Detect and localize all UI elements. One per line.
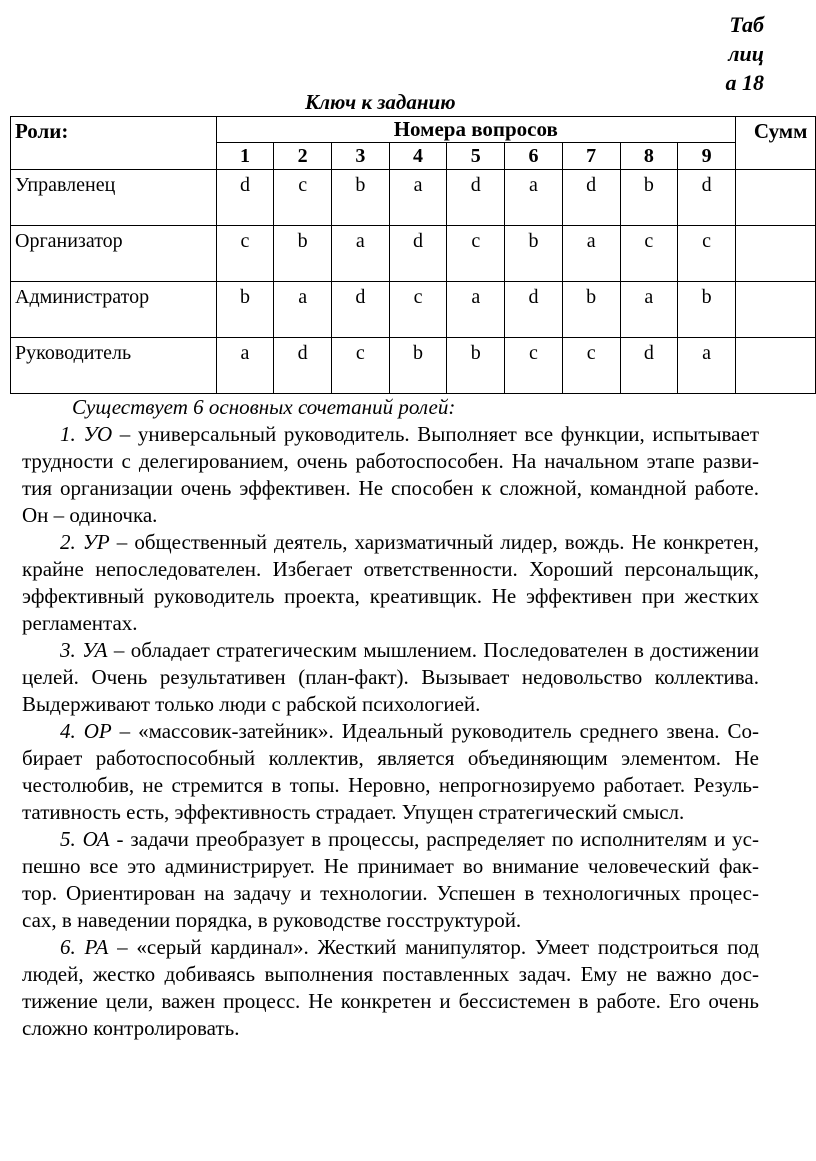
answer-cell: d — [389, 226, 447, 282]
answer-cell: c — [389, 282, 447, 338]
table-label-line: Таб — [729, 12, 764, 37]
answer-cell: b — [332, 170, 390, 226]
questions-header: Номера вопросов — [216, 117, 735, 143]
list-item — [22, 421, 759, 529]
answer-cell: b — [678, 282, 736, 338]
question-number: 6 — [505, 143, 563, 170]
sum-cell — [735, 282, 815, 338]
answer-cell: a — [620, 282, 678, 338]
item-label: 5. ОА — [60, 827, 110, 851]
item-text: – общественный деятель, харизматичный лидер, вождь. Не конкретен, крайне непоследователен. Избегает ответственности. Хороший персональщик, эффективный руководитель проекта, креативщик. Не эффективен при жестких регламентах. — [22, 530, 759, 635]
role-name: Управленец — [11, 170, 217, 226]
question-number: 8 — [620, 143, 678, 170]
role-name: Организатор — [11, 226, 217, 282]
list-item — [22, 637, 759, 718]
table-row — [11, 282, 816, 338]
roles-header: Роли: — [11, 117, 217, 170]
answer-cell: c — [505, 338, 563, 394]
question-number: 3 — [332, 143, 390, 170]
list-item — [22, 529, 759, 637]
answer-cell: c — [332, 338, 390, 394]
answer-key-table — [10, 116, 816, 394]
answer-cell: a — [389, 170, 447, 226]
item-text: – обладает стратегическим мышлением. Последователен в достижении целей. Очень результативен (план-факт). Вызывает недовольство коллектива. Выдерживают только люди с рабской психологией. — [22, 638, 759, 716]
table-label — [704, 10, 764, 97]
answer-cell: d — [620, 338, 678, 394]
item-label: 2. УР — [60, 530, 110, 554]
answer-cell: d — [505, 282, 563, 338]
answer-cell: c — [678, 226, 736, 282]
key-title: Ключ к заданию — [305, 90, 456, 114]
answer-cell: b — [274, 226, 332, 282]
item-text: – универсальный руководитель. Выполняет все функции, испытывает трудности с делегированием, очень работоспособен. На начальном этапе разви- тия организации очень эффективен. Не способен к сложной, командной работе. Он – одиночка. — [22, 422, 760, 527]
item-label: 1. УО — [60, 422, 113, 446]
question-number: 9 — [678, 143, 736, 170]
answer-cell: b — [216, 282, 274, 338]
answer-cell: c — [620, 226, 678, 282]
table-header-row — [11, 117, 816, 143]
answer-cell: d — [447, 170, 505, 226]
answer-cell: a — [505, 170, 563, 226]
answer-cell: a — [678, 338, 736, 394]
answer-cell: a — [332, 226, 390, 282]
list-item — [22, 718, 759, 826]
answer-cell: d — [562, 170, 620, 226]
table-row — [11, 226, 816, 282]
question-number: 7 — [562, 143, 620, 170]
sum-cell — [735, 170, 815, 226]
table-row — [11, 170, 816, 226]
table-row — [11, 338, 816, 394]
question-number: 4 — [389, 143, 447, 170]
answer-cell: b — [505, 226, 563, 282]
sum-cell — [735, 338, 815, 394]
role-name: Руководитель — [11, 338, 217, 394]
table-label-line: а 18 — [725, 70, 764, 95]
intro-text: Существует 6 основных сочетаний ролей: — [72, 395, 456, 419]
answer-cell: a — [447, 282, 505, 338]
role-name: Администратор — [11, 282, 217, 338]
question-number: 2 — [274, 143, 332, 170]
answer-cell: c — [274, 170, 332, 226]
answer-cell: a — [216, 338, 274, 394]
answer-cell: b — [389, 338, 447, 394]
question-number: 5 — [447, 143, 505, 170]
list-item — [22, 826, 759, 934]
answer-cell: c — [562, 338, 620, 394]
answer-cell: b — [620, 170, 678, 226]
item-label: 3. УА — [60, 638, 108, 662]
item-text: - задачи преобразует в процессы, распределяет по исполнителям и ус- пешно все это администрирует. Не принимает во внимание человеческий фак- тор. Ориентирован на задачу и технологии. Успешен в технологичных процес- сах, в наведении порядка, в руководстве госструктурой. — [22, 827, 759, 932]
answer-cell: d — [678, 170, 736, 226]
answer-cell: b — [562, 282, 620, 338]
answer-cell: a — [274, 282, 332, 338]
answer-cell: d — [332, 282, 390, 338]
table-label-line: лиц — [728, 41, 764, 66]
roles-description — [22, 394, 759, 1042]
item-text: – «массовик-затейник». Идеальный руководитель среднего звена. Со- бирает работоспособный коллектив, является объединяющим элементом. Не честолюбив, не стремится в топы. Неровно, непрогнозируемо работает. Резуль- тативность есть, эффективность страдает. Упущен стратегический смысл. — [22, 719, 759, 824]
answer-cell: a — [562, 226, 620, 282]
answer-cell: c — [447, 226, 505, 282]
item-label: 4. ОР — [60, 719, 112, 743]
sum-header: Сумм — [735, 117, 815, 170]
list-item — [22, 934, 759, 1042]
answer-cell: c — [216, 226, 274, 282]
answer-cell: d — [274, 338, 332, 394]
sum-cell — [735, 226, 815, 282]
item-text: – «серый кардинал». Жесткий манипулятор. Умеет подстроиться под людей, жестко добиваясь выполнения поставленных задач. Ему не важно дос- тижение цели, важен процесс. Не конкретен и бессистемен в работе. Его очень сложно контролировать. — [22, 935, 759, 1040]
item-label: 6. РА — [60, 935, 109, 959]
answer-cell: d — [216, 170, 274, 226]
question-number: 1 — [216, 143, 274, 170]
answer-cell: b — [447, 338, 505, 394]
